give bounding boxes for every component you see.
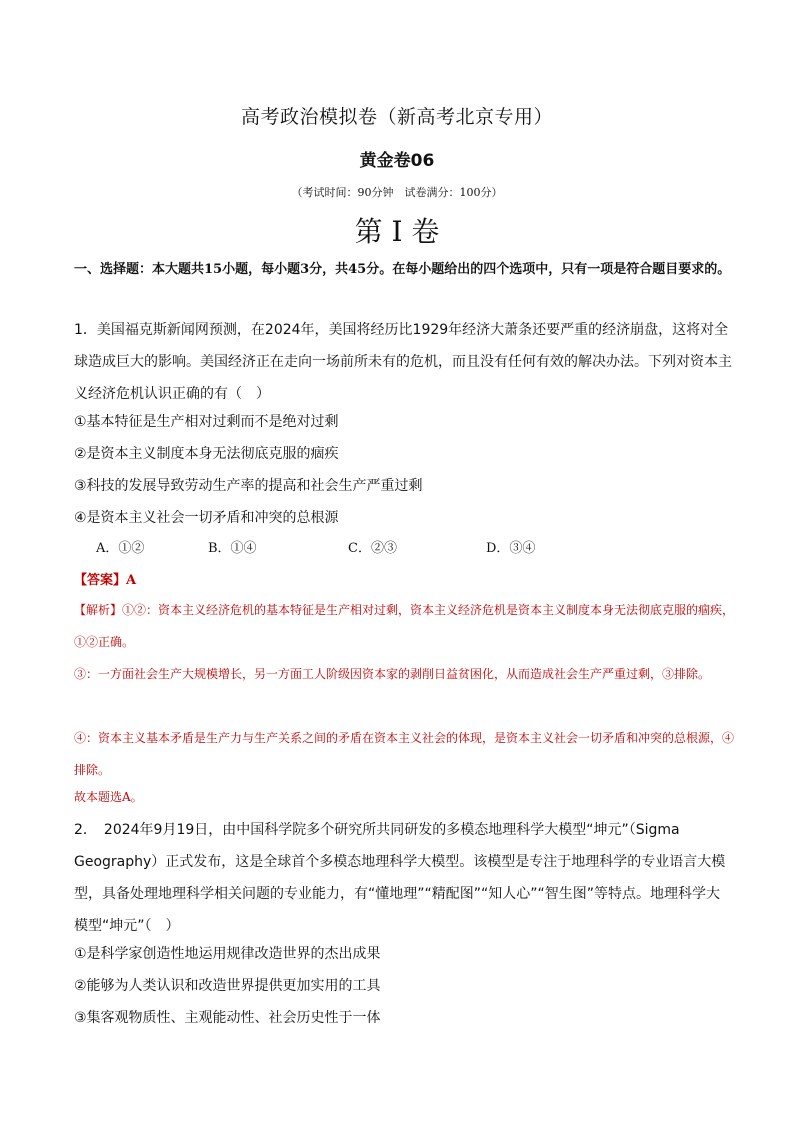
analysis-1: 【解析】①②：资本主义经济危机的基本特征是生产相对过剩，资本主义经济危机是资本主义制度本身无法彻底克服的痼疾，①②正确。 <box>74 603 735 649</box>
option-c: C．②③ <box>348 541 397 556</box>
question-2-item-3: ③集客观物质性、主观能动性、社会历史性于一体 <box>74 1010 381 1026</box>
conclusion: 故本题选A。 <box>74 790 143 804</box>
exam-meta: （考试时间：90分钟 试卷满分：100分） <box>291 186 503 199</box>
question-1-item-4: ④是资本主义社会一切矛盾和冲突的总根源 <box>74 510 339 526</box>
question-2-stem: 2． 2024年9月19日，由中国科学院多个研究所共同研发的多模态地理科学大模型“坤元”（Sigma Geography）正式发布，这是全球首个多模态地理科学大模型。该模型是专注于地理科学的专业语言大模型，具备处理地理科学相关问题的专业能力，有“懂地理”“精配图”“知人心”“智生图”等特点。地理科学大模型“坤元”（ ） <box>74 822 726 934</box>
volume-heading: 第 I 卷 <box>354 215 440 248</box>
analysis-2: ③：一方面社会生产大规模增长，另一方面工人阶级因资本家的剥削日益贫困化，从而造成社会生产严重过剩，③排除。 <box>74 667 711 681</box>
question-2-item-1: ①是科学家创造性地运用规律改造世界的杰出成果 <box>74 946 381 962</box>
question-1-options <box>0 537 794 561</box>
option-b: B．①④ <box>208 541 257 556</box>
option-d: D．③④ <box>486 541 536 556</box>
question-1-item-2: ②是资本主义制度本身无法彻底克服的痼疾 <box>74 446 339 462</box>
question-2-item-2: ②能够为人类认识和改造世界提供更加实用的工具 <box>74 978 381 994</box>
analysis-3: ④：资本主义基本矛盾是生产力与生产关系之间的矛盾在资本主义社会的体现，是资本主义社会一切矛盾和冲突的总根源，④排除。 <box>74 731 735 777</box>
document-subtitle: 黄金卷06 <box>359 151 435 171</box>
option-a: A．①② <box>96 541 145 556</box>
document-title: 高考政治模拟卷（新高考北京专用） <box>240 106 553 128</box>
question-1-stem: 1．美国福克斯新闻网预测，在2024年，美国将经历比1929年经济大萧条还要严重的经济崩盘，这将对全球造成巨大的影响。美国经济正在走向一场前所未有的危机，而且没有任何有效的解决办法。下列对资本主义经济危机认识正确的有（ ） <box>74 322 732 402</box>
question-1-item-1: ①基本特征是生产相对过剩而不是绝对过剩 <box>74 414 339 430</box>
section-instruction: 一、选择题：本大题共15小题，每小题3分，共45分。在每小题给出的四个选项中，只有一项是符合题目要求的。 <box>74 262 731 277</box>
answer-label: 【答案】A <box>74 573 137 588</box>
question-1-item-3: ③科技的发展导致劳动生产率的提高和社会生产严重过剩 <box>74 478 423 494</box>
